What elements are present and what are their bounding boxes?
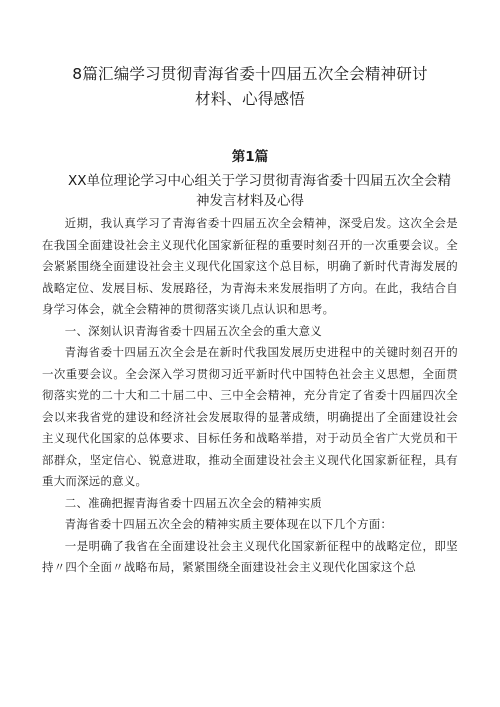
paragraph-essence-intro: 青海省委十四届五次全会的精神实质主要体现在以下几个方面： [64, 517, 393, 531]
article-title-line-2: 神发言材料及心得 [196, 193, 304, 209]
document-title-line-1: 8篇汇编学习贯彻青海省委十四届五次全会精神研讨 [72, 65, 428, 83]
paragraph-point-one: 一是明确了我省在全面建设社会主义现代化国家新征程中的战略定位，即坚持〃四个全面〃战略布局，紧紧围绕全面建设社会主义现代化国家这个总 [42, 538, 458, 574]
paragraph-significance: 青海省委十四届五次全会是在新时代我国发展历史进程中的关键时刻召开的一次重要会议。全会深入学习贯彻习近平新时代中国特色社会主义思想，全面贯彻落实党的二十大和二十届二中、三中全会精神，充分肯定了省委十四届四次全会以来我省党的建设和经济社会发展取得的显著成绩，明确提出了全面建设社会主义现代化国家的总体要求、目标任务和战略举措，对于动员全省广大党员和干部群众，坚定信心、锐意进取，推动全面建设社会主义现代化国家新征程，具有重大而深远的意义。 [42, 345, 458, 488]
section-heading-1: 一、深刻认识青海省委十四届五次全会的重大意义 [64, 323, 322, 338]
article-title [42, 171, 458, 211]
document-title-line-2: 材料、心得感悟 [195, 90, 305, 108]
section-heading-2: 二、准确把握青海省委十四届五次全会的精神实质 [64, 495, 322, 510]
document-title [42, 0, 458, 112]
section-number: 第1篇 [231, 149, 269, 165]
article-title-line-1: XX单位理论学习中心组关于学习贯彻青海省委十四届五次全会精 [68, 173, 451, 189]
intro-paragraph: 近期，我认真学习了青海省委十四届五次全会精神，深受启发。这次全会是在我国全面建设社会主义现代化国家新征程的重要时刻召开的一次重要会议。全会紧紧围绕全面建设社会主义现代化国家这个总目标，明确了新时代青海发展的战略定位、发展目标、发展路径，为青海未来发展指明了方向。在此，我结合自身学习体会，就全会精神的贯彻落实谈几点认识和思考。 [42, 216, 458, 316]
